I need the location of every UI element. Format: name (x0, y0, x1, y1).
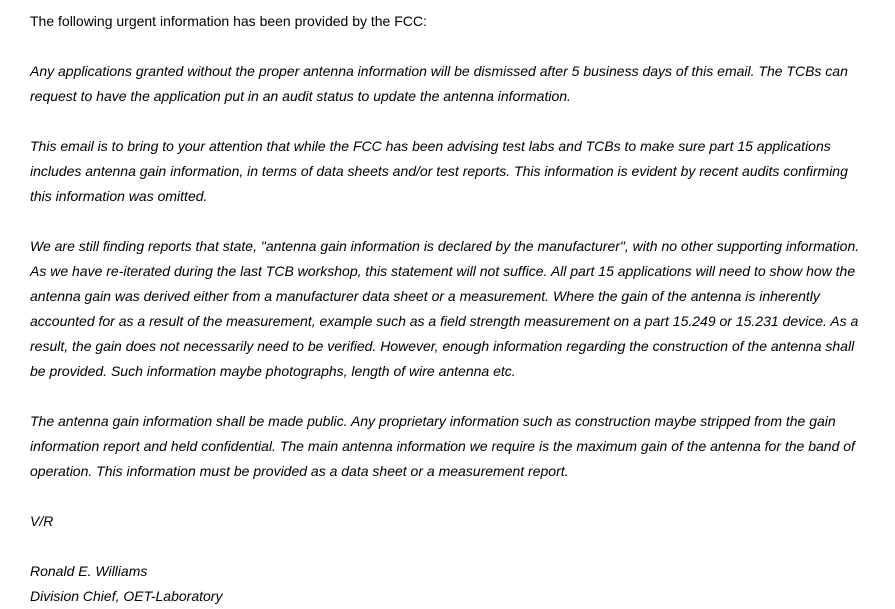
closing-vr: V/R (30, 513, 54, 529)
paragraph-attention: This email is to bring to your attention that while the FCC has been advising test labs and TCBs to make sure part 15 applications includes antenna gain information, in terms of data sheets and/or test reports. This information is evident by recent audits confirming this information was omitted. (30, 138, 848, 204)
paragraph-requirements: We are still finding reports that state, "antenna gain information is declared by the manufacturer", with no other supporting information. As we have re-iterated during the last TCB workshop, this statement will not suffice. All part 15 applications will need to show how the antenna gain was derived either from a manufacturer data sheet or a measurement. Where the gain of the antenna is inherently accounted for as a result of the measurement, example such as a field strength measurement on a part 15.249 or 15.231 device. As a result, the gain does not necessarily need to be verified. However, enough information regarding the construction of the antenna shall be provided. Such information maybe photographs, length of wire antenna etc. (30, 238, 860, 379)
signature-title: Division Chief, OET-Laboratory (30, 588, 223, 604)
paragraph-public-info: The antenna gain information shall be made public. Any proprietary information such as construction maybe stripped from the gain information report and held confidential. The main antenna information we require is the maximum gain of the antenna for the band of operation. This information must be provided as a data sheet or a measurement report. (30, 413, 855, 479)
signature-name: Ronald E. Williams (30, 563, 148, 579)
paragraph-dismissal-notice: Any applications granted without the proper antenna information will be dismissed after 5 business days of this email. The TCBs can request to have the application put in an audit status to update the antenna information. (30, 63, 848, 104)
signature-block (30, 559, 865, 609)
intro-line: The following urgent information has been provided by the FCC: (30, 13, 427, 29)
